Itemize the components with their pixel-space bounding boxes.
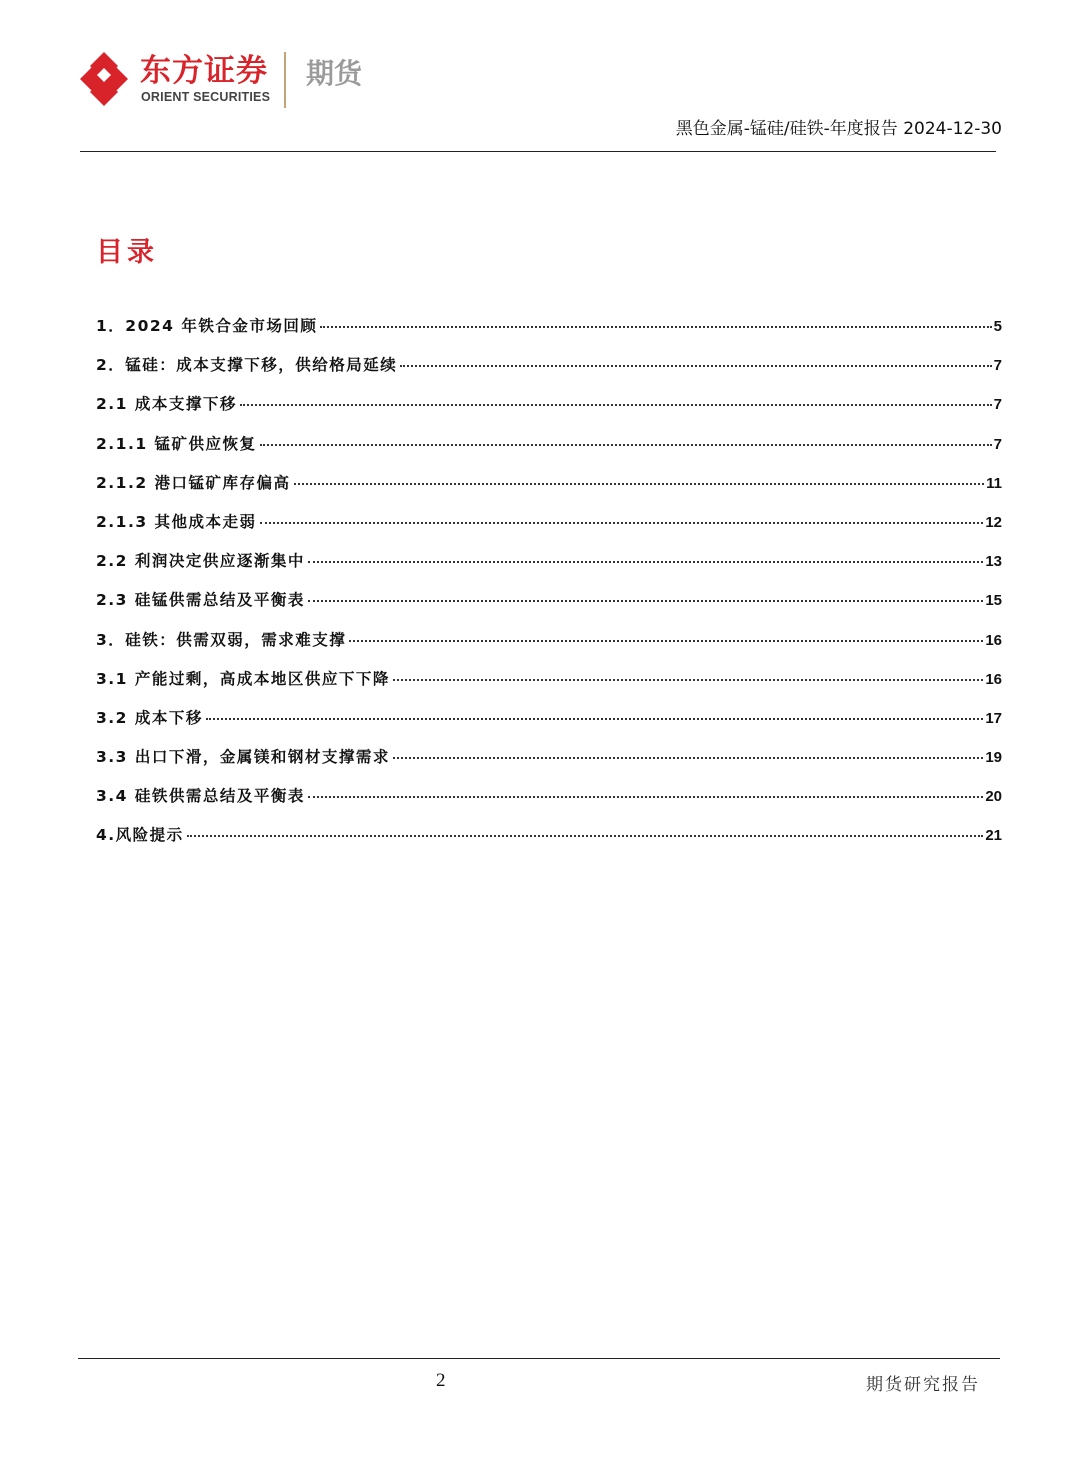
- toc-entry-label: 2.2 利润决定供应逐渐集中: [96, 552, 305, 571]
- toc-entry-page: 12: [985, 513, 1002, 531]
- toc-entry[interactable]: [96, 588, 1002, 627]
- toc-entry[interactable]: [96, 823, 1002, 862]
- toc-entry-page: 7: [993, 435, 1002, 453]
- toc-entry-page: 16: [985, 670, 1002, 688]
- toc-dot-leader: [320, 326, 991, 328]
- logo-chinese-name: 东方证券: [140, 53, 268, 89]
- toc-entry-label: 1．2024 年铁合金市场回顾: [96, 317, 318, 335]
- table-of-contents: [96, 314, 1002, 863]
- toc-dot-leader: [240, 404, 992, 406]
- toc-entry-page: 11: [986, 474, 1002, 492]
- logo-divider: [284, 52, 286, 108]
- footer-divider: [78, 1358, 1000, 1359]
- toc-dot-leader: [308, 561, 983, 563]
- toc-entry-label: 3．硅铁：供需双弱，需求难支撑: [96, 630, 347, 649]
- toc-dot-leader: [393, 679, 983, 681]
- toc-entry[interactable]: [96, 471, 1002, 510]
- toc-entry[interactable]: [96, 392, 1002, 431]
- toc-entry[interactable]: [96, 628, 1002, 667]
- toc-entry-label: 2.1.2 港口锰矿库存偏高: [96, 473, 291, 492]
- toc-entry[interactable]: [96, 706, 1002, 745]
- toc-entry-label: 2．锰硅：成本支撑下移，供给格局延续: [96, 356, 398, 375]
- toc-dot-leader: [308, 600, 983, 602]
- toc-dot-leader: [308, 796, 983, 798]
- page-number: 2: [436, 1370, 446, 1391]
- toc-entry[interactable]: [96, 314, 1002, 353]
- toc-entry[interactable]: [96, 549, 1002, 588]
- toc-dot-leader: [187, 835, 984, 837]
- toc-entry-page: 16: [985, 631, 1002, 649]
- toc-entry[interactable]: [96, 667, 1002, 706]
- toc-entry-label: 2.1 成本支撑下移: [96, 395, 237, 414]
- header-divider: [80, 151, 996, 152]
- toc-entry-page: 15: [985, 592, 1002, 610]
- toc-entry-page: 19: [985, 749, 1002, 767]
- toc-entry[interactable]: [96, 510, 1002, 549]
- toc-entry[interactable]: [96, 745, 1002, 784]
- toc-dot-leader: [349, 640, 983, 642]
- toc-dot-leader: [393, 757, 983, 759]
- toc-entry-page: 7: [993, 357, 1002, 375]
- toc-entry-label: 2.1.3 其他成本走弱: [96, 512, 257, 531]
- orient-securities-logo-icon: [78, 50, 130, 108]
- toc-entry-page: 20: [985, 788, 1002, 806]
- toc-dot-leader: [400, 365, 991, 367]
- toc-entry-page: 7: [993, 396, 1002, 414]
- toc-entry-label: 2.1.1 锰矿供应恢复: [96, 434, 257, 453]
- toc-dot-leader: [206, 718, 983, 720]
- toc-entry[interactable]: [96, 353, 1002, 392]
- toc-entry-page: 13: [985, 553, 1002, 571]
- logo-english-name: ORIENT SECURITIES: [141, 90, 271, 104]
- toc-entry-page: 5: [993, 318, 1002, 335]
- toc-entry-page: 21: [985, 827, 1002, 845]
- toc-entry-label: 3.3 出口下滑，金属镁和钢材支撑需求: [96, 748, 390, 767]
- toc-entry-label: 2.3 硅锰供需总结及平衡表: [96, 591, 305, 610]
- toc-dot-leader: [260, 444, 992, 446]
- logo-subtitle: 期货: [306, 57, 363, 90]
- footer-label: 期货研究报告: [866, 1375, 980, 1395]
- toc-entry[interactable]: [96, 784, 1002, 823]
- toc-entry[interactable]: [96, 432, 1002, 471]
- toc-entry-label: 3.4 硅铁供需总结及平衡表: [96, 787, 305, 806]
- toc-entry-label: 3.1 产能过剩，高成本地区供应下下降: [96, 669, 390, 688]
- toc-entry-page: 17: [985, 709, 1002, 727]
- toc-dot-leader: [260, 522, 984, 524]
- toc-dot-leader: [294, 483, 985, 485]
- toc-entry-label: 4.风险提示: [96, 826, 184, 845]
- company-logo: [78, 50, 378, 112]
- toc-heading: 目录: [96, 237, 158, 268]
- report-title: 黑色金属-锰硅/硅铁-年度报告 2024-12-30: [675, 119, 1002, 139]
- toc-entry-label: 3.2 成本下移: [96, 708, 203, 727]
